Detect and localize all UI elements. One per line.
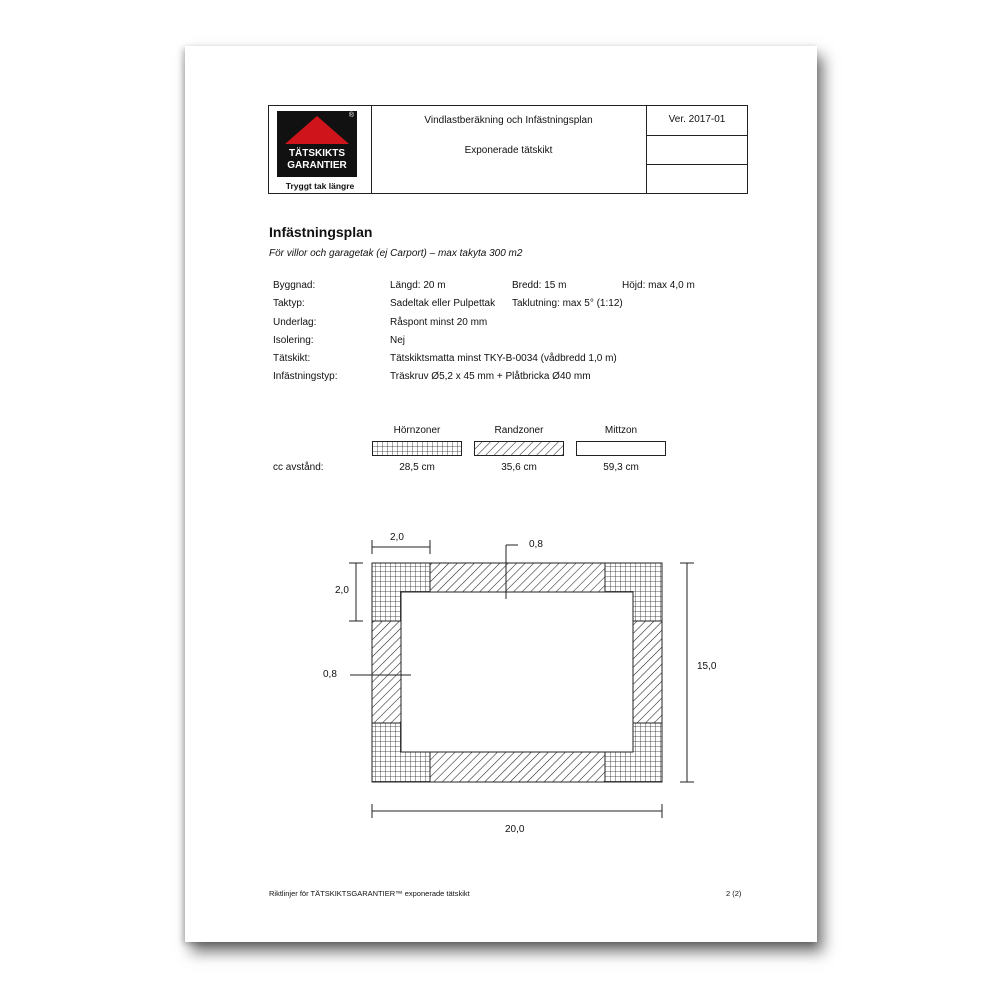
dim-height: 15,0	[697, 661, 717, 672]
spec-value-width: Bredd: 15 m	[512, 280, 567, 291]
zone-middle-label: Mittzon	[604, 425, 638, 436]
spec-value-fastener: Träskruv Ø5,2 x 45 mm + Plåtbricka Ø40 mm	[390, 371, 591, 382]
section-subtitle: För villor och garagetak (ej Carport) – max takyta 300 m2	[269, 248, 523, 259]
footer-text: Riktlinjer för TÄTSKIKTSGARANTIER™ exponerade tätskikt	[269, 889, 470, 898]
spec-label-membrane: Tätskikt:	[273, 353, 311, 364]
edge-zone-top	[430, 563, 605, 592]
zone-corner-label: Hörnzoner	[393, 425, 441, 436]
edge-zone-right	[633, 621, 662, 723]
edge-zone-left	[372, 621, 401, 723]
doc-title: Vindlastberäkning och Infästningsplan	[424, 115, 593, 126]
document-page	[185, 46, 817, 942]
spec-value-length: Längd: 20 m	[390, 280, 446, 291]
spec-value-roof-type: Sadeltak eller Pulpettak	[390, 298, 496, 309]
doc-version: Ver. 2017-01	[668, 114, 726, 125]
zone-corner-cc: 28,5 cm	[399, 462, 435, 473]
zone-middle-cc: 59,3 cm	[603, 462, 639, 473]
logo-line-1: TÄTSKIKTS	[288, 148, 346, 159]
spec-value-insulation: Nej	[390, 335, 406, 346]
middle-zone	[401, 592, 633, 752]
doc-subtitle: Exponerade tätskikt	[464, 145, 553, 156]
dim-corner-width: 2,0	[390, 532, 404, 543]
logo-line-2: GARANTIER	[287, 160, 347, 171]
dim-edge-left: 0,8	[323, 669, 337, 680]
spec-label-roof-type: Taktyp:	[273, 298, 305, 309]
dim-width: 20,0	[505, 824, 525, 835]
spec-value-substrate: Råspont minst 20 mm	[390, 317, 488, 328]
spec-value-roof-slope: Taklutning: max 5° (1:12)	[512, 298, 623, 309]
logo-tagline: Tryggt tak längre	[285, 181, 355, 191]
spec-value-height: Höjd: max 4,0 m	[622, 280, 695, 291]
registered-mark: ®	[348, 112, 354, 119]
zone-edge-label: Randzoner	[494, 425, 544, 436]
spec-label-building: Byggnad:	[273, 280, 316, 291]
roof-plan-diagram	[185, 46, 817, 942]
footer-page-number: 2 (2)	[726, 889, 742, 898]
zone-edge-cc: 35,6 cm	[501, 462, 537, 473]
spec-label-fastener: Infästningstyp:	[273, 371, 338, 382]
spec-value-membrane: Tätskiktsmatta minst TKY-B-0034 (vådbredd 1,0 m)	[390, 353, 617, 364]
dim-edge-top: 0,8	[529, 539, 543, 550]
spec-label-insulation: Isolering:	[273, 335, 314, 346]
spec-label-substrate: Underlag:	[273, 317, 317, 328]
section-title: Infästningsplan	[269, 224, 373, 240]
edge-zone-bottom	[430, 752, 605, 782]
dim-corner-height: 2,0	[335, 585, 349, 596]
cc-label: cc avstånd:	[273, 462, 324, 473]
